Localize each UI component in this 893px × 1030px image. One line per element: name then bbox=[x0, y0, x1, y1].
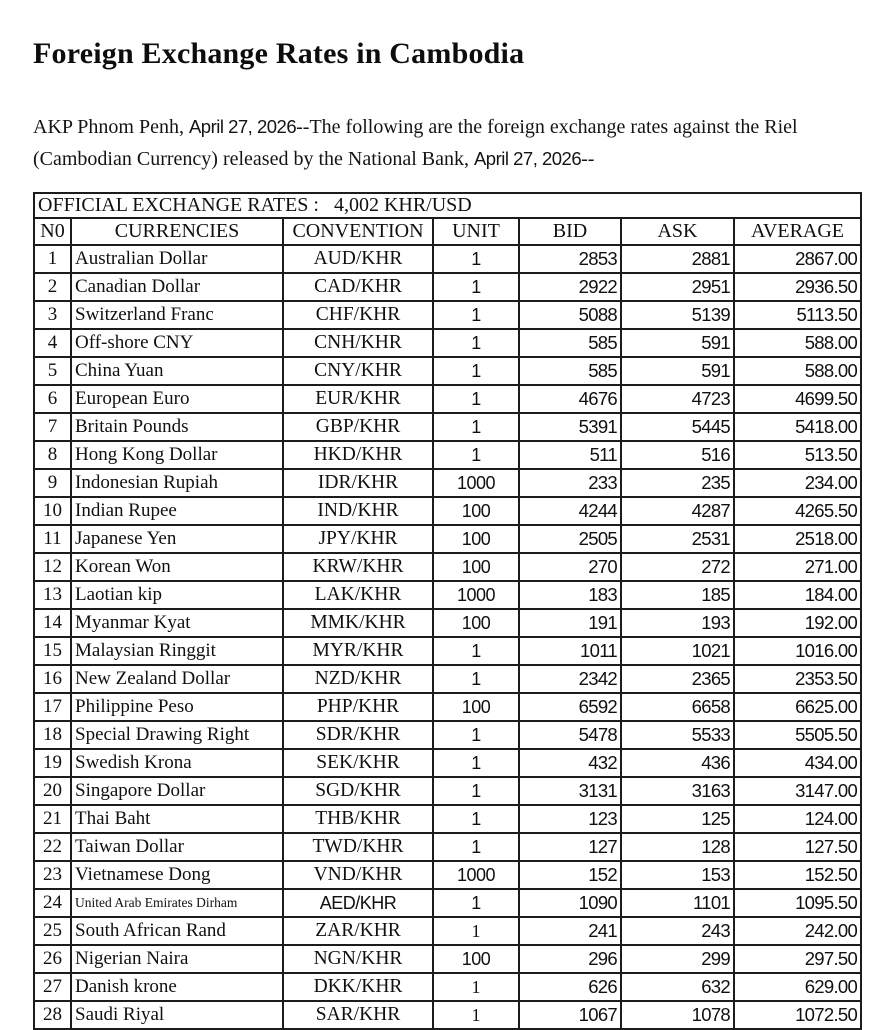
cell-convention: SDR/KHR bbox=[283, 721, 433, 749]
table-row bbox=[34, 889, 861, 917]
cell-currency: Nigerian Naira bbox=[71, 945, 283, 973]
table-row bbox=[34, 609, 861, 637]
cell-ask: 436 bbox=[621, 749, 734, 777]
cell-currency: China Yuan bbox=[71, 357, 283, 385]
cell-average: 3147.00 bbox=[734, 777, 861, 805]
cell-currency: South African Rand bbox=[71, 917, 283, 945]
cell-no: 21 bbox=[34, 805, 71, 833]
cell-bid: 585 bbox=[519, 329, 621, 357]
cell-unit: 1 bbox=[433, 357, 519, 385]
column-header-average: AVERAGE bbox=[734, 218, 861, 245]
table-row bbox=[34, 973, 861, 1001]
cell-bid: 127 bbox=[519, 833, 621, 861]
cell-no: 6 bbox=[34, 385, 71, 413]
cell-bid: 511 bbox=[519, 441, 621, 469]
cell-average: 2518.00 bbox=[734, 525, 861, 553]
cell-average: 5113.50 bbox=[734, 301, 861, 329]
cell-convention: PHP/KHR bbox=[283, 693, 433, 721]
table-row bbox=[34, 497, 861, 525]
cell-unit: 1 bbox=[433, 385, 519, 413]
cell-bid: 3131 bbox=[519, 777, 621, 805]
cell-average: 5418.00 bbox=[734, 413, 861, 441]
cell-no: 18 bbox=[34, 721, 71, 749]
cell-no: 22 bbox=[34, 833, 71, 861]
cell-ask: 1101 bbox=[621, 889, 734, 917]
cell-no: 10 bbox=[34, 497, 71, 525]
column-header-unit: UNIT bbox=[433, 218, 519, 245]
cell-ask: 591 bbox=[621, 357, 734, 385]
cell-average: 5505.50 bbox=[734, 721, 861, 749]
cell-convention: SEK/KHR bbox=[283, 749, 433, 777]
intro-date-1: April 27, 2026 bbox=[188, 116, 297, 137]
cell-convention: MYR/KHR bbox=[283, 637, 433, 665]
cell-unit: 1000 bbox=[433, 861, 519, 889]
cell-no: 7 bbox=[34, 413, 71, 441]
cell-convention: VND/KHR bbox=[283, 861, 433, 889]
cell-no: 16 bbox=[34, 665, 71, 693]
cell-unit: 100 bbox=[433, 693, 519, 721]
cell-ask: 5139 bbox=[621, 301, 734, 329]
cell-convention: DKK/KHR bbox=[283, 973, 433, 1001]
cell-ask: 632 bbox=[621, 973, 734, 1001]
cell-bid: 123 bbox=[519, 805, 621, 833]
column-header-currencies: CURRENCIES bbox=[71, 218, 283, 245]
cell-ask: 153 bbox=[621, 861, 734, 889]
cell-average: 297.50 bbox=[734, 945, 861, 973]
cell-average: 2936.50 bbox=[734, 273, 861, 301]
column-header-ask: ASK bbox=[621, 218, 734, 245]
cell-unit: 1000 bbox=[433, 581, 519, 609]
cell-average: 1072.50 bbox=[734, 1001, 861, 1029]
cell-convention: KRW/KHR bbox=[283, 553, 433, 581]
cell-average: 629.00 bbox=[734, 973, 861, 1001]
cell-convention: NGN/KHR bbox=[283, 945, 433, 973]
cell-average: 588.00 bbox=[734, 329, 861, 357]
table-row bbox=[34, 273, 861, 301]
cell-bid: 1090 bbox=[519, 889, 621, 917]
cell-bid: 241 bbox=[519, 917, 621, 945]
cell-currency: Off-shore CNY bbox=[71, 329, 283, 357]
intro-paragraph bbox=[33, 111, 863, 175]
table-row bbox=[34, 749, 861, 777]
cell-convention: GBP/KHR bbox=[283, 413, 433, 441]
cell-currency: Switzerland Franc bbox=[71, 301, 283, 329]
cell-unit: 1000 bbox=[433, 469, 519, 497]
intro-text: (Cambodian Currency) released by the National Bank, bbox=[33, 148, 474, 170]
cell-bid: 2342 bbox=[519, 665, 621, 693]
cell-currency: United Arab Emirates Dirham bbox=[71, 889, 283, 917]
cell-no: 23 bbox=[34, 861, 71, 889]
cell-ask: 128 bbox=[621, 833, 734, 861]
table-row bbox=[34, 945, 861, 973]
intro-date-2: April 27, 2026 bbox=[473, 148, 582, 169]
cell-ask: 272 bbox=[621, 553, 734, 581]
table-row bbox=[34, 357, 861, 385]
cell-no: 20 bbox=[34, 777, 71, 805]
page-title: Foreign Exchange Rates in Cambodia bbox=[33, 37, 525, 70]
cell-ask: 591 bbox=[621, 329, 734, 357]
cell-unit: 1 bbox=[433, 245, 519, 273]
cell-no: 25 bbox=[34, 917, 71, 945]
cell-no: 9 bbox=[34, 469, 71, 497]
cell-average: 1095.50 bbox=[734, 889, 861, 917]
cell-currency: New Zealand Dollar bbox=[71, 665, 283, 693]
cell-no: 3 bbox=[34, 301, 71, 329]
cell-no: 26 bbox=[34, 945, 71, 973]
cell-unit: 100 bbox=[433, 945, 519, 973]
cell-convention: ZAR/KHR bbox=[283, 917, 433, 945]
cell-no: 15 bbox=[34, 637, 71, 665]
table-row bbox=[34, 805, 861, 833]
cell-currency: Special Drawing Right bbox=[71, 721, 283, 749]
cell-ask: 2951 bbox=[621, 273, 734, 301]
cell-unit: 1 bbox=[433, 329, 519, 357]
cell-ask: 125 bbox=[621, 805, 734, 833]
cell-unit: 100 bbox=[433, 525, 519, 553]
cell-unit: 1 bbox=[433, 749, 519, 777]
cell-ask: 6658 bbox=[621, 693, 734, 721]
cell-currency: Myanmar Kyat bbox=[71, 609, 283, 637]
cell-convention: IDR/KHR bbox=[283, 469, 433, 497]
cell-currency: Australian Dollar bbox=[71, 245, 283, 273]
cell-average: 1016.00 bbox=[734, 637, 861, 665]
table-row bbox=[34, 665, 861, 693]
cell-average: 4265.50 bbox=[734, 497, 861, 525]
cell-convention: HKD/KHR bbox=[283, 441, 433, 469]
cell-average: 124.00 bbox=[734, 805, 861, 833]
cell-convention: CAD/KHR bbox=[283, 273, 433, 301]
table-row bbox=[34, 693, 861, 721]
cell-convention: MMK/KHR bbox=[283, 609, 433, 637]
cell-bid: 152 bbox=[519, 861, 621, 889]
table-row bbox=[34, 525, 861, 553]
cell-ask: 4723 bbox=[621, 385, 734, 413]
table-row bbox=[34, 777, 861, 805]
cell-convention: IND/KHR bbox=[283, 497, 433, 525]
cell-no: 12 bbox=[34, 553, 71, 581]
cell-bid: 5478 bbox=[519, 721, 621, 749]
cell-ask: 2365 bbox=[621, 665, 734, 693]
cell-ask: 5445 bbox=[621, 413, 734, 441]
table-row bbox=[34, 861, 861, 889]
cell-bid: 5391 bbox=[519, 413, 621, 441]
cell-currency: Philippine Peso bbox=[71, 693, 283, 721]
cell-no: 24 bbox=[34, 889, 71, 917]
cell-ask: 1078 bbox=[621, 1001, 734, 1029]
table-row bbox=[34, 245, 861, 273]
cell-average: 192.00 bbox=[734, 609, 861, 637]
table-caption bbox=[34, 193, 861, 218]
cell-convention: AED/KHR bbox=[283, 889, 433, 917]
cell-average: 588.00 bbox=[734, 357, 861, 385]
cell-unit: 1 bbox=[433, 413, 519, 441]
cell-convention: SAR/KHR bbox=[283, 1001, 433, 1029]
table-row bbox=[34, 581, 861, 609]
cell-no: 14 bbox=[34, 609, 71, 637]
cell-convention: NZD/KHR bbox=[283, 665, 433, 693]
table-row bbox=[34, 385, 861, 413]
cell-unit: 100 bbox=[433, 553, 519, 581]
cell-ask: 193 bbox=[621, 609, 734, 637]
cell-unit: 1 bbox=[433, 721, 519, 749]
cell-average: 152.50 bbox=[734, 861, 861, 889]
table-row bbox=[34, 413, 861, 441]
cell-bid: 432 bbox=[519, 749, 621, 777]
cell-currency: Taiwan Dollar bbox=[71, 833, 283, 861]
intro-text: AKP Phnom Penh, bbox=[33, 116, 189, 138]
cell-average: 513.50 bbox=[734, 441, 861, 469]
cell-currency: Korean Won bbox=[71, 553, 283, 581]
cell-no: 5 bbox=[34, 357, 71, 385]
table-row bbox=[34, 721, 861, 749]
table-row bbox=[34, 441, 861, 469]
table-row bbox=[34, 833, 861, 861]
cell-unit: 100 bbox=[433, 497, 519, 525]
cell-no: 8 bbox=[34, 441, 71, 469]
intro-text: -- bbox=[581, 148, 595, 170]
table-row bbox=[34, 469, 861, 497]
cell-currency: Japanese Yen bbox=[71, 525, 283, 553]
cell-average: 4699.50 bbox=[734, 385, 861, 413]
official-rate-value: 4,002 KHR/USD bbox=[333, 194, 472, 216]
cell-ask: 2531 bbox=[621, 525, 734, 553]
cell-currency: Danish krone bbox=[71, 973, 283, 1001]
cell-currency: Saudi Riyal bbox=[71, 1001, 283, 1029]
cell-no: 19 bbox=[34, 749, 71, 777]
cell-ask: 185 bbox=[621, 581, 734, 609]
column-header-bid: BID bbox=[519, 218, 621, 245]
cell-bid: 191 bbox=[519, 609, 621, 637]
cell-currency: Thai Baht bbox=[71, 805, 283, 833]
table-caption-row bbox=[34, 193, 861, 218]
cell-average: 6625.00 bbox=[734, 693, 861, 721]
cell-unit: 1 bbox=[433, 637, 519, 665]
cell-bid: 2922 bbox=[519, 273, 621, 301]
table-header-row bbox=[34, 218, 861, 245]
cell-convention: SGD/KHR bbox=[283, 777, 433, 805]
table-row bbox=[34, 637, 861, 665]
cell-bid: 296 bbox=[519, 945, 621, 973]
cell-bid: 5088 bbox=[519, 301, 621, 329]
cell-no: 1 bbox=[34, 245, 71, 273]
cell-currency: Vietnamese Dong bbox=[71, 861, 283, 889]
cell-convention: THB/KHR bbox=[283, 805, 433, 833]
cell-currency: European Euro bbox=[71, 385, 283, 413]
cell-currency: Hong Kong Dollar bbox=[71, 441, 283, 469]
cell-average: 242.00 bbox=[734, 917, 861, 945]
cell-no: 28 bbox=[34, 1001, 71, 1029]
cell-bid: 6592 bbox=[519, 693, 621, 721]
cell-convention: CHF/KHR bbox=[283, 301, 433, 329]
cell-ask: 5533 bbox=[621, 721, 734, 749]
cell-convention: CNY/KHR bbox=[283, 357, 433, 385]
cell-unit: 1 bbox=[433, 889, 519, 917]
cell-bid: 2853 bbox=[519, 245, 621, 273]
cell-unit: 1 bbox=[433, 973, 519, 1001]
cell-currency: Malaysian Ringgit bbox=[71, 637, 283, 665]
cell-currency: Swedish Krona bbox=[71, 749, 283, 777]
cell-no: 17 bbox=[34, 693, 71, 721]
cell-ask: 2881 bbox=[621, 245, 734, 273]
cell-ask: 516 bbox=[621, 441, 734, 469]
cell-unit: 1 bbox=[433, 273, 519, 301]
rates-tbody bbox=[34, 245, 861, 1029]
cell-ask: 3163 bbox=[621, 777, 734, 805]
cell-convention: TWD/KHR bbox=[283, 833, 433, 861]
column-header-no: N0 bbox=[34, 218, 71, 245]
cell-average: 271.00 bbox=[734, 553, 861, 581]
cell-bid: 270 bbox=[519, 553, 621, 581]
cell-convention: CNH/KHR bbox=[283, 329, 433, 357]
table-row bbox=[34, 301, 861, 329]
cell-average: 127.50 bbox=[734, 833, 861, 861]
table-row bbox=[34, 917, 861, 945]
table-row bbox=[34, 329, 861, 357]
cell-unit: 1 bbox=[433, 665, 519, 693]
cell-no: 11 bbox=[34, 525, 71, 553]
cell-currency: Indian Rupee bbox=[71, 497, 283, 525]
cell-convention: EUR/KHR bbox=[283, 385, 433, 413]
cell-bid: 1011 bbox=[519, 637, 621, 665]
cell-currency: Britain Pounds bbox=[71, 413, 283, 441]
cell-unit: 1 bbox=[433, 833, 519, 861]
cell-currency: Singapore Dollar bbox=[71, 777, 283, 805]
cell-bid: 1067 bbox=[519, 1001, 621, 1029]
cell-ask: 243 bbox=[621, 917, 734, 945]
cell-convention: AUD/KHR bbox=[283, 245, 433, 273]
exchange-rates-table bbox=[33, 192, 862, 1030]
cell-unit: 1 bbox=[433, 805, 519, 833]
cell-no: 2 bbox=[34, 273, 71, 301]
cell-unit: 1 bbox=[433, 917, 519, 945]
cell-bid: 183 bbox=[519, 581, 621, 609]
cell-unit: 1 bbox=[433, 1001, 519, 1029]
cell-ask: 299 bbox=[621, 945, 734, 973]
cell-convention: LAK/KHR bbox=[283, 581, 433, 609]
cell-currency: Laotian kip bbox=[71, 581, 283, 609]
cell-bid: 626 bbox=[519, 973, 621, 1001]
column-header-convention: CONVENTION bbox=[283, 218, 433, 245]
cell-average: 234.00 bbox=[734, 469, 861, 497]
cell-ask: 235 bbox=[621, 469, 734, 497]
cell-no: 27 bbox=[34, 973, 71, 1001]
cell-average: 2867.00 bbox=[734, 245, 861, 273]
cell-average: 2353.50 bbox=[734, 665, 861, 693]
cell-bid: 2505 bbox=[519, 525, 621, 553]
cell-unit: 1 bbox=[433, 301, 519, 329]
intro-text: --The following are the foreign exchange rates against the Riel bbox=[296, 116, 798, 138]
cell-unit: 100 bbox=[433, 609, 519, 637]
cell-no: 4 bbox=[34, 329, 71, 357]
cell-bid: 4676 bbox=[519, 385, 621, 413]
table-row bbox=[34, 1001, 861, 1029]
table-row bbox=[34, 553, 861, 581]
cell-currency: Indonesian Rupiah bbox=[71, 469, 283, 497]
cell-unit: 1 bbox=[433, 441, 519, 469]
cell-bid: 4244 bbox=[519, 497, 621, 525]
cell-currency: Canadian Dollar bbox=[71, 273, 283, 301]
cell-ask: 4287 bbox=[621, 497, 734, 525]
cell-average: 184.00 bbox=[734, 581, 861, 609]
cell-no: 13 bbox=[34, 581, 71, 609]
cell-ask: 1021 bbox=[621, 637, 734, 665]
cell-unit: 1 bbox=[433, 777, 519, 805]
cell-average: 434.00 bbox=[734, 749, 861, 777]
cell-bid: 233 bbox=[519, 469, 621, 497]
official-rates-label: OFFICIAL EXCHANGE RATES : bbox=[38, 194, 319, 216]
cell-convention: JPY/KHR bbox=[283, 525, 433, 553]
cell-bid: 585 bbox=[519, 357, 621, 385]
